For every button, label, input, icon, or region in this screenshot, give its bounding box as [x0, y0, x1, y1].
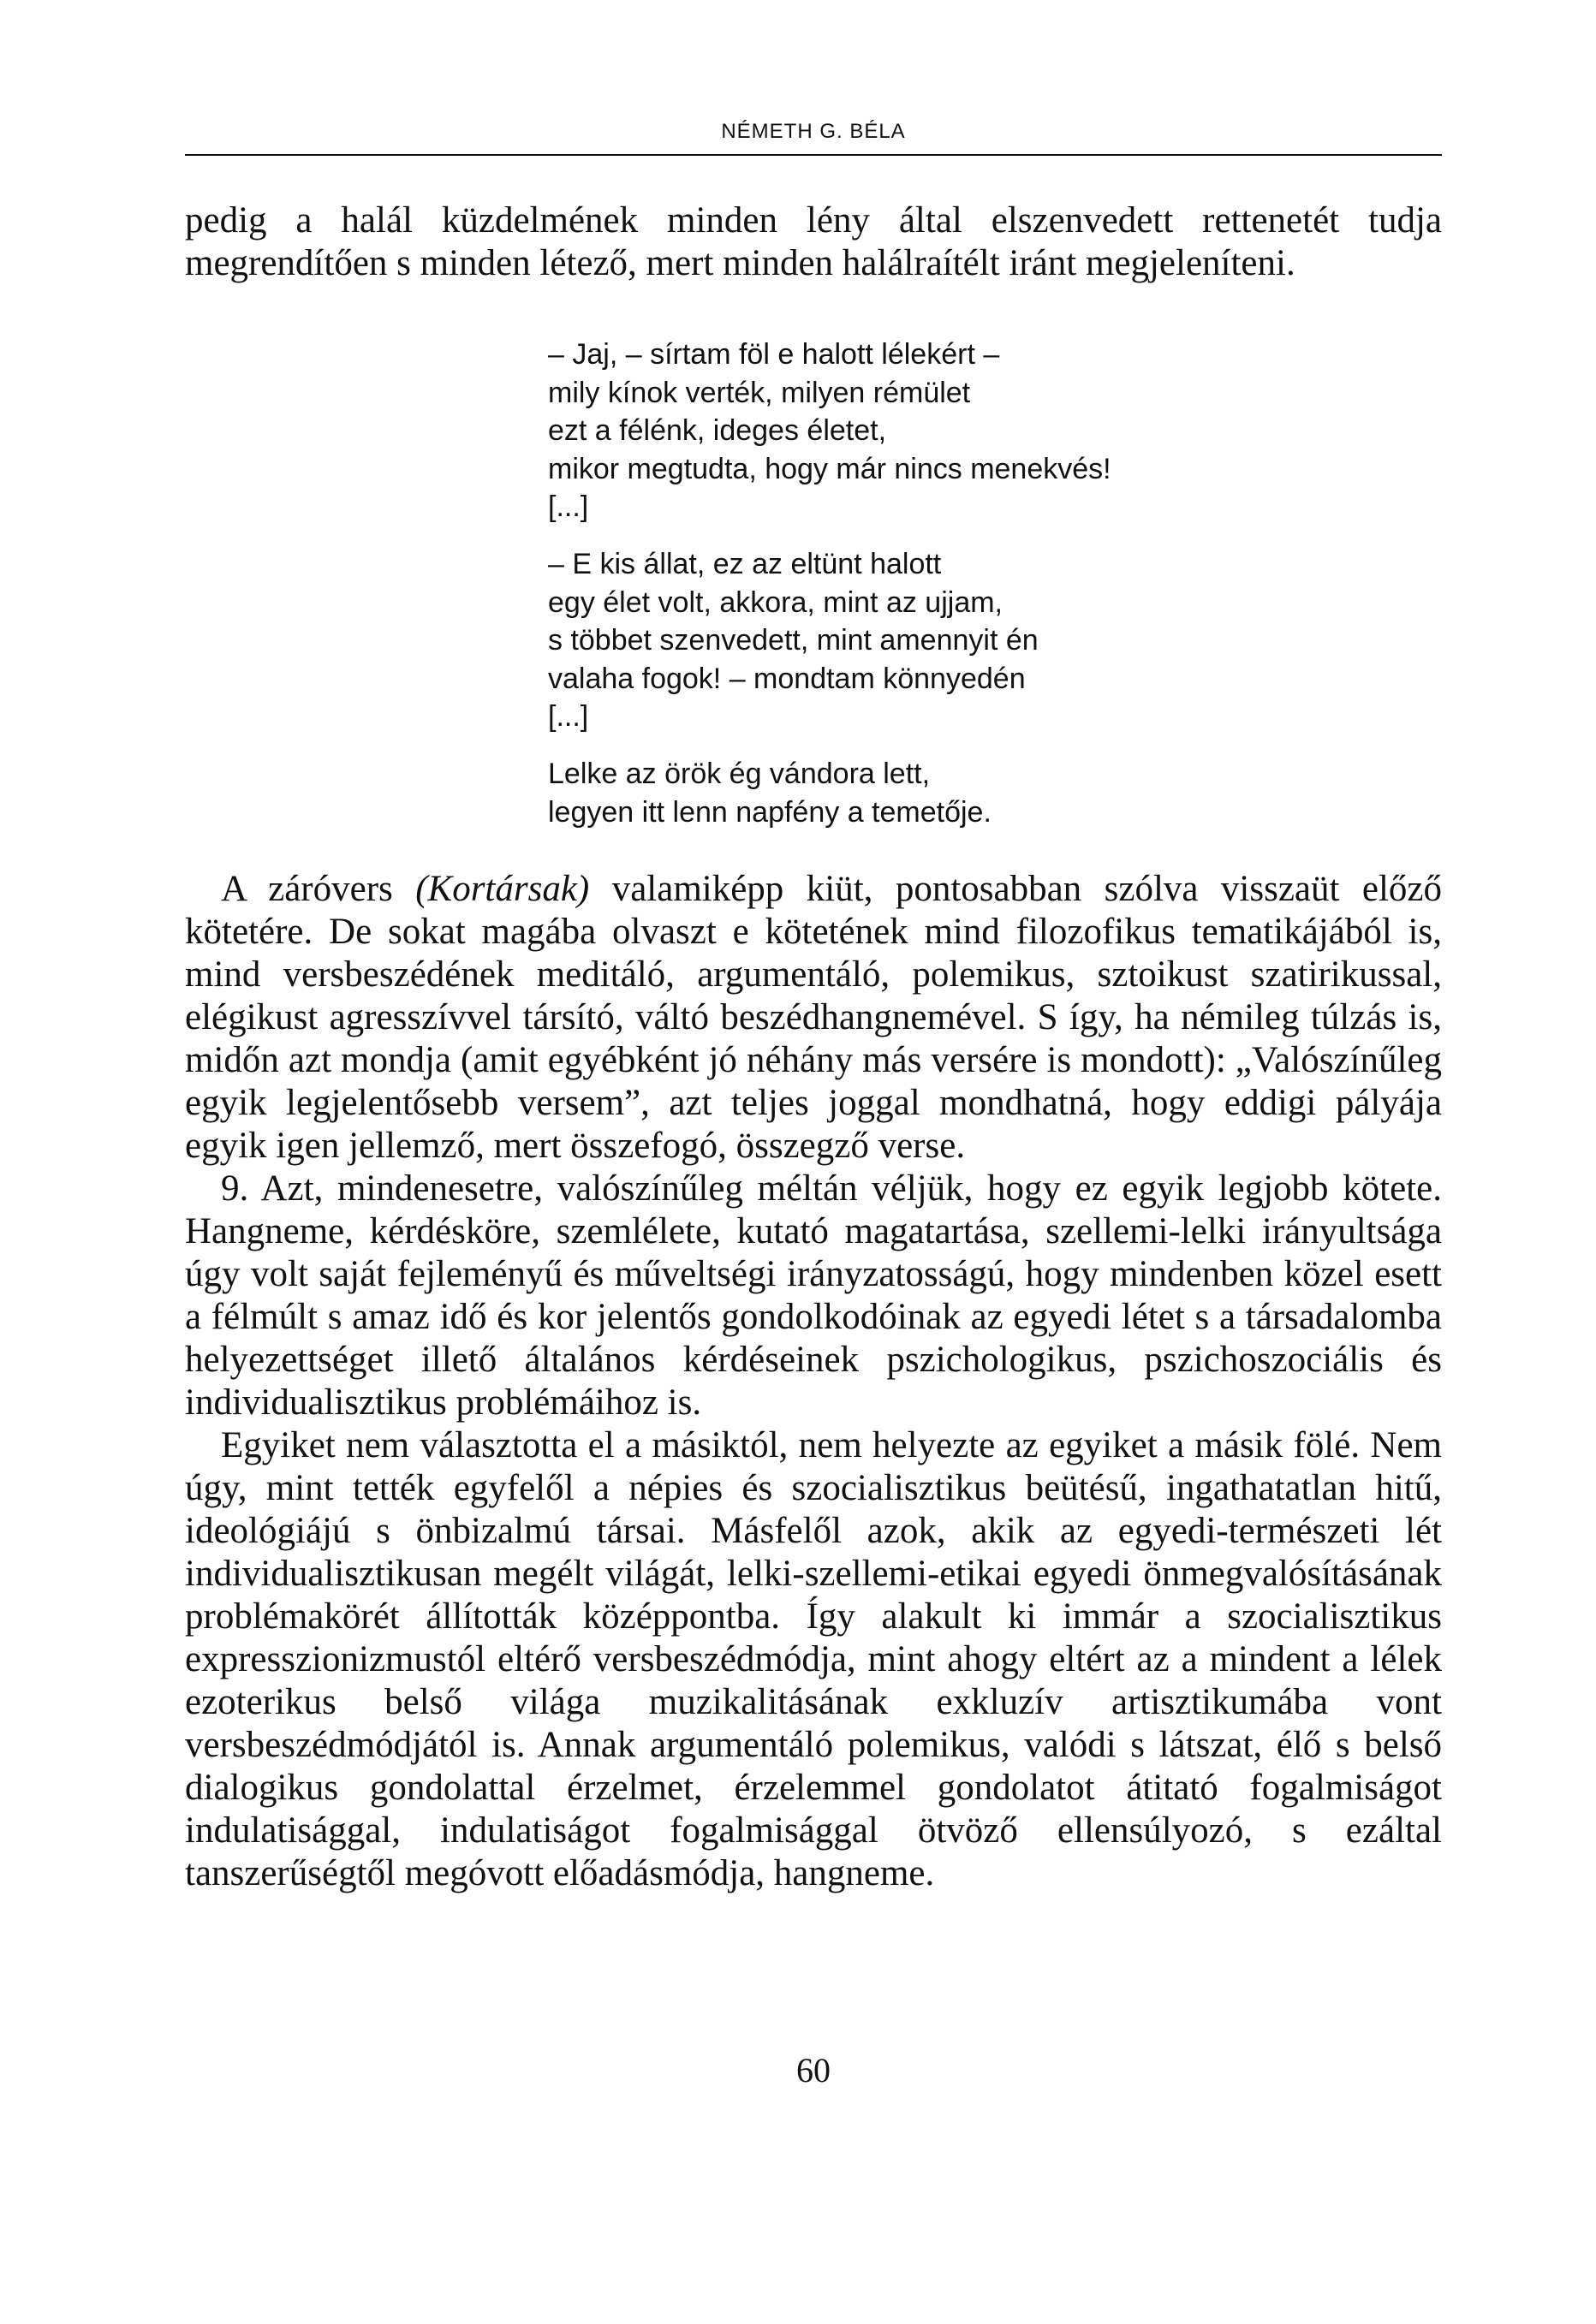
poem-line: – Jaj, – sírtam föl e halott lélekért – — [548, 338, 1000, 371]
poem-line: egy élet volt, akkora, mint az ujjam, — [548, 585, 1003, 619]
poem-line: valaha fogok! – mondtam könnyedén — [548, 662, 1026, 695]
header-rule — [185, 154, 1442, 156]
paragraph-rest: valamiképp kiüt, pontosabban szólva visszaüt előző kötetére. De sokat magába olvaszt e kötetének mind filozofikus tematikájából is, mind versbeszédének meditáló, argumentáló, polemikus, sztoikust szatirikussal, elégikust agresszívvel társító, váltó beszédhangnemével. S így, ha némileg túlzás is, midőn azt mondja (amit egyébként jó néhány más versére is mondott): „Valószínűleg egyik legjelentősebb versem”, azt teljes joggal mondhatná, hogy eddigi pályája egyik igen jellemző, mert összefogó, összegző verse. — [185, 869, 1443, 1166]
poem-line: s többet szenvedett, mint amennyit én — [548, 624, 1039, 657]
main-text — [185, 868, 1442, 1895]
intro-paragraph — [185, 199, 1442, 285]
poem-line: – E kis állat, ez az eltünt halott — [548, 548, 942, 580]
page-number: 60 — [796, 2051, 831, 2089]
poem-ellipsis: [...] — [548, 700, 589, 733]
poem-ellipsis: [...] — [548, 490, 589, 523]
paragraph-continuation: Egyiket nem választotta el a másiktól, nem helyezte az egyiket a másik fölé. Nem úgy, mint tették egyfelől a népies és szocialisztikus beütésű, ingathatatlan hitű, ideológiájú s önbizalmú társai. Másfelől azok, akik az egyedi-természeti lét individualisztikusan megélt világát, lelki-szellemi-etikai egyedi önmegvalósításának problémakörét állították középpontba. Így alakult ki immár a szocialisztikus expresszionizmustól eltérő versbeszédmódja, mint ahogy eltért az a mindent a lélek ezoterikus belső világa muzikalitásának exkluzív artisztikumába vont versbeszédmódjától is. Annak argumentáló polemikus, valódi s látszat, élő s belső dialogikus gondolattal érzelmet, érzelemmel gondolatot átitató fogalmiságot indulatisággal, indulatiságot fogalmisággal ötvöző ellensúlyozó, s ezáltal tanszerűségtől megóvott előadásmódja, hangneme. — [185, 1425, 1442, 1893]
paragraph-section-9: 9. Azt, mindenesetre, valószínűleg méltán véljük, hogy ez egyik legjobb kötete. Hangneme, kérdésköre, szemlélete, kutató magatartása, szellemi-lelki irányultsága úgy volt saját fejleményű és műveltségi irányzatosságú, hogy mindenben közel esett a félmúlt s amaz idő és kor jelentős gondolkodóinak az egyedi létet s a társadalomba helyezettséget illető általános kérdéseinek pszichologikus, pszichoszociális és individualisztikus problémáihoz is. — [185, 1168, 1442, 1423]
running-head: NÉMETH G. BÉLA — [721, 120, 906, 143]
paragraph-lead: A záróvers — [221, 869, 416, 909]
poem-title: (Kortársak) — [415, 869, 590, 909]
poem-stanza-2 — [548, 545, 1442, 736]
poem-line: mikor megtudta, hogy már nincs menekvés! — [548, 452, 1111, 485]
poem-line: ezt a félénk, ideges életet, — [548, 414, 887, 447]
poem-stanza-1 — [548, 336, 1442, 526]
poem-stanza-3 — [548, 755, 1442, 831]
poem-line: legyen itt lenn napfény a temetője. — [548, 795, 992, 829]
paragraph-closing-poem — [185, 868, 1442, 1168]
intro-text: pedig a halál küzdelmének minden lény által elszenvedett rettenetét tudja megrendítően s minden létező, mert minden halálraítélt iránt megjeleníteni. — [185, 200, 1442, 283]
poem-line: mily kínok verték, milyen rémület — [548, 376, 971, 409]
poem-line: Lelke az örök ég vándora lett, — [548, 758, 931, 790]
